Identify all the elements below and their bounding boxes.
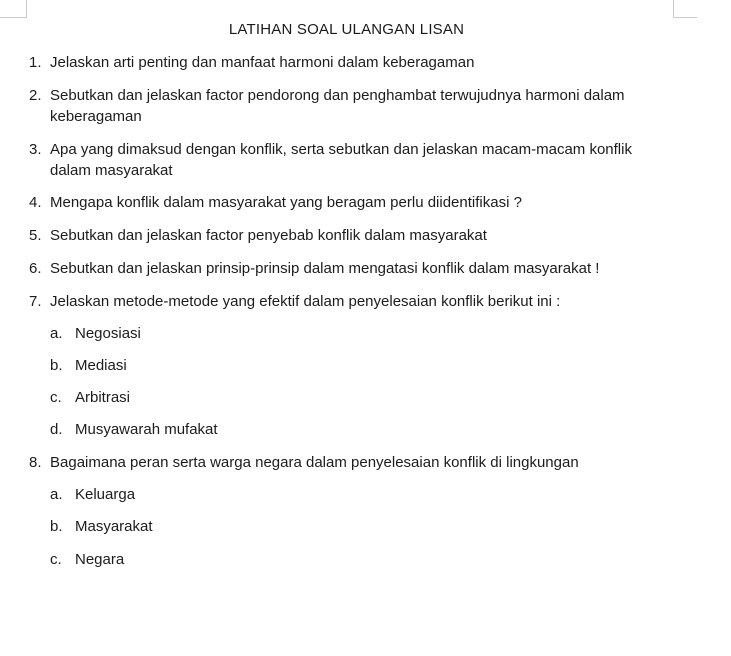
question-number: 8. (29, 454, 42, 471)
margin-corner-mark (673, 17, 697, 18)
question-number: 3. (29, 141, 42, 158)
question-3-continuation: dalam masyarakat (50, 162, 173, 179)
margin-corner-mark (673, 0, 674, 18)
margin-corner-mark (26, 0, 27, 18)
subitem-text: Musyawarah mufakat (75, 421, 218, 438)
question-number: 6. (29, 260, 42, 277)
subitem-text: Arbitrasi (75, 389, 131, 406)
subitem-text: Masyarakat (75, 518, 153, 535)
question-number: 2. (29, 87, 42, 104)
subitem-letter: a. (50, 325, 63, 342)
question-text: Jelaskan metode-metode yang efektif dalam penyelesaian konflik berikut ini : (50, 293, 561, 310)
question-text: Bagaimana peran serta warga negara dalam penyelesaian konflik di lingkungan (50, 454, 579, 471)
question-number: 1. (29, 54, 42, 71)
question-text: Jelaskan arti penting dan manfaat harmoni dalam keberagaman (50, 54, 475, 71)
question-text: Sebutkan dan jelaskan factor penyebab konflik dalam masyarakat (50, 227, 487, 244)
subitem-text: Negara (75, 551, 125, 568)
subitem-letter: a. (50, 486, 63, 503)
subitem-letter: c. (50, 389, 62, 406)
question-number: 4. (29, 194, 42, 211)
question-text: Sebutkan dan jelaskan prinsip-prinsip dalam mengatasi konflik dalam masyarakat ! (50, 260, 600, 277)
question-text: Sebutkan dan jelaskan factor pendorong dan penghambat terwujudnya harmoni dalam (50, 87, 625, 104)
question-2-continuation: keberagaman (50, 108, 142, 125)
question-number: 5. (29, 227, 42, 244)
subitem-letter: b. (50, 518, 63, 535)
subitem-text: Keluarga (75, 486, 136, 503)
subitem-text: Negosiasi (75, 325, 141, 342)
document-title: LATIHAN SOAL ULANGAN LISAN (228, 21, 465, 38)
question-text: Apa yang dimaksud dengan konflik, serta sebutkan dan jelaskan macam-macam konflik (50, 141, 632, 158)
subitem-letter: c. (50, 551, 62, 568)
subitem-letter: d. (50, 421, 63, 438)
subitem-letter: b. (50, 357, 63, 374)
question-text: Mengapa konflik dalam masyarakat yang beragam perlu diidentifikasi ? (50, 194, 522, 211)
subitem-text: Mediasi (75, 357, 127, 374)
margin-corner-mark (0, 17, 27, 18)
question-number: 7. (29, 293, 42, 310)
